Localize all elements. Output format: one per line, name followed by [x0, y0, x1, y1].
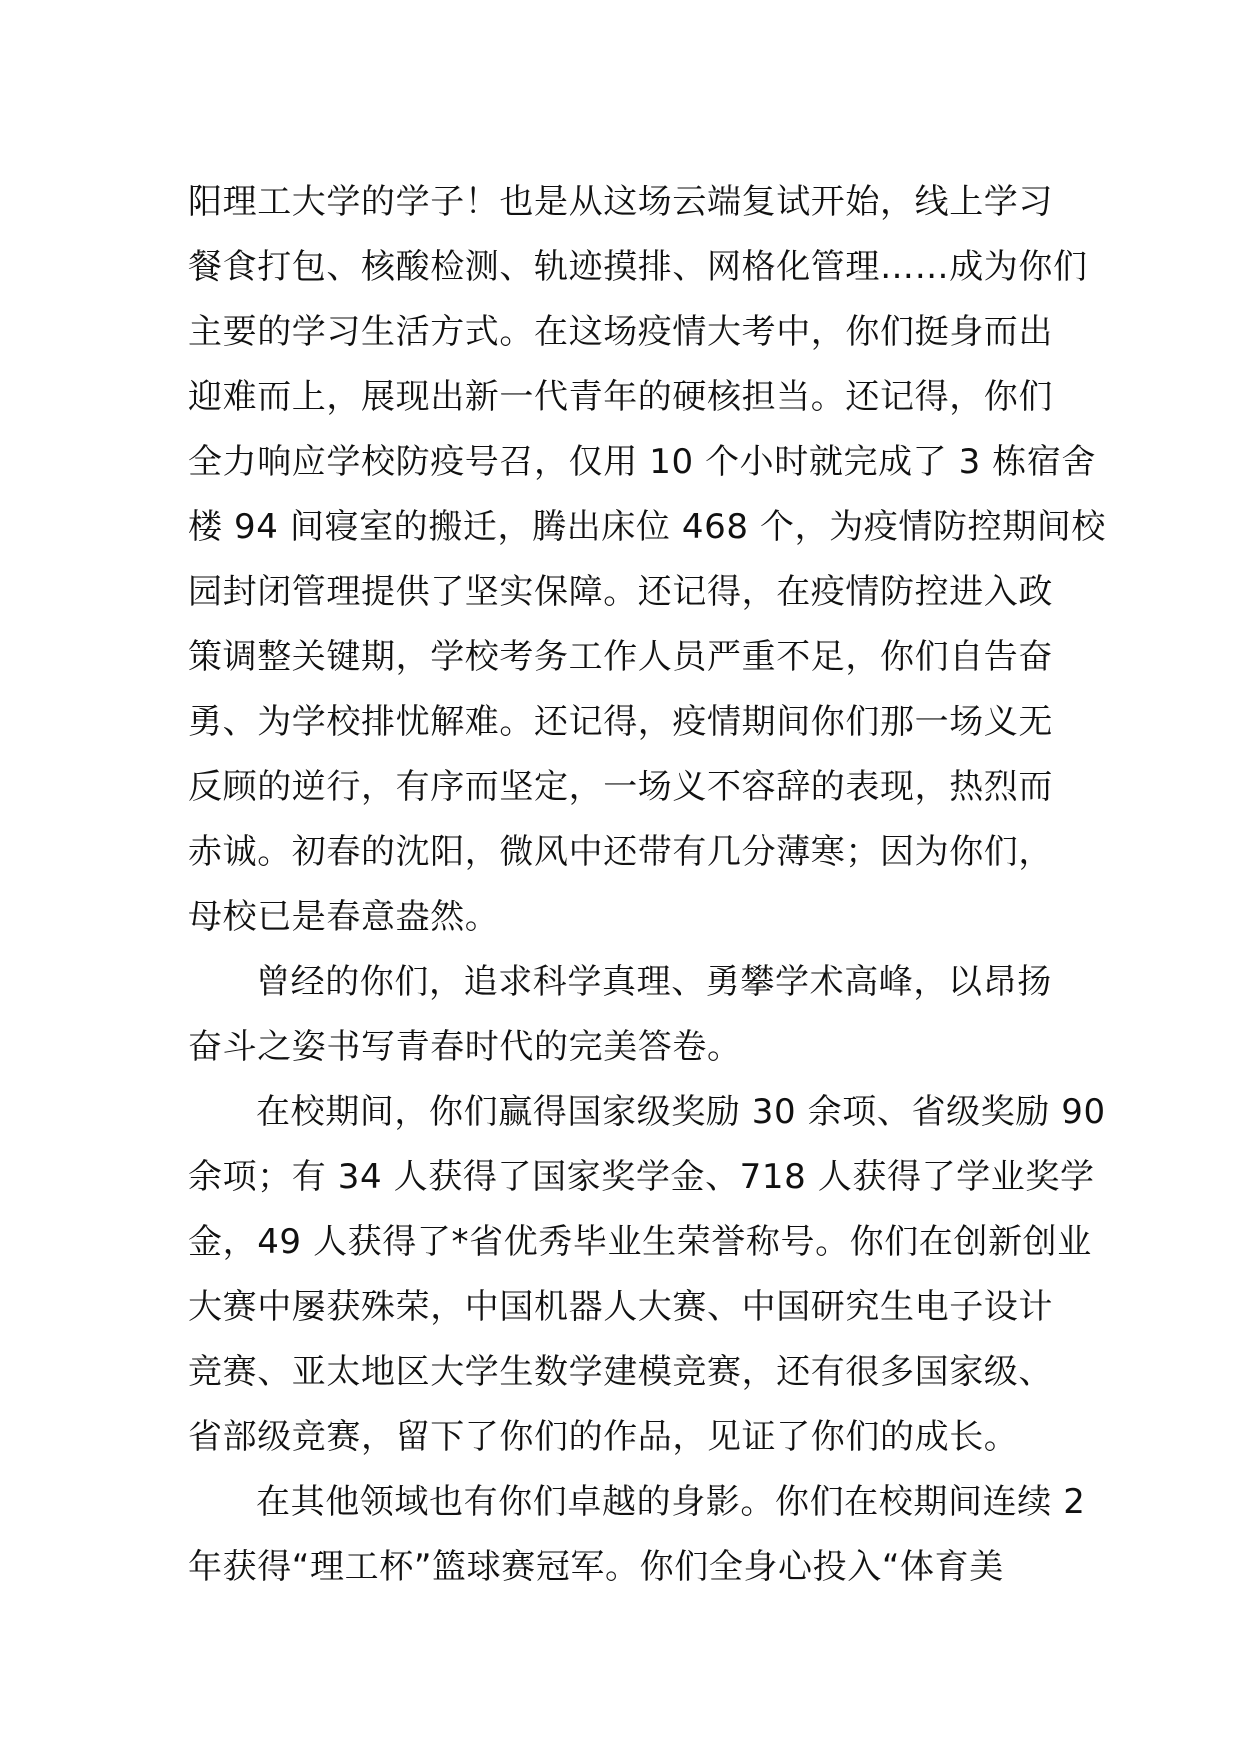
paragraph-first-line: 曾经的你们，追求科学真理、勇攀学术高峰，以昂扬 — [256, 962, 1052, 1002]
text-line: 阳理工大学的学子！也是从这场云端复试开始，线上学习 — [188, 182, 1053, 222]
text-line: 母校已是春意盎然。 — [188, 897, 500, 937]
text-line: 餐食打包、核酸检测、轨迹摸排、网格化管理……成为你们 — [188, 247, 1088, 287]
paragraph-first-line: 在其他领域也有你们卓越的身影。你们在校期间连续 2 — [256, 1482, 1086, 1522]
text-line: 余项；有 34 人获得了国家奖学金、718 人获得了学业奖学 — [188, 1157, 1095, 1197]
text-line: 策调整关键期，学校考务工作人员严重不足，你们自告奋 — [188, 637, 1053, 677]
text-line: 园封闭管理提供了坚实保障。还记得，在疫情防控进入政 — [188, 572, 1053, 612]
text-line: 主要的学习生活方式。在这场疫情大考中，你们挺身而出 — [188, 312, 1053, 352]
text-line: 勇、为学校排忧解难。还记得，疫情期间你们那一场义无 — [188, 702, 1053, 742]
text-line: 省部级竞赛，留下了你们的作品，见证了你们的成长。 — [188, 1417, 1019, 1457]
text-line: 赤诚。初春的沈阳，微风中还带有几分薄寒；因为你们， — [188, 832, 1053, 872]
text-line: 奋斗之姿书写青春时代的完美答卷。 — [188, 1027, 742, 1067]
text-line: 楼 94 间寝室的搬迁，腾出床位 468 个，为疫情防控期间校 — [188, 507, 1106, 547]
text-line: 迎难而上，展现出新一代青年的硬核担当。还记得，你们 — [188, 377, 1053, 417]
text-line: 全力响应学校防疫号召，仅用 10 个小时就完成了 3 栋宿舍 — [188, 442, 1097, 482]
paragraph-first-line: 在校期间，你们赢得国家级奖励 30 余项、省级奖励 90 — [256, 1092, 1106, 1132]
text-line: 金，49 人获得了*省优秀毕业生荣誉称号。你们在创新创业 — [188, 1222, 1092, 1262]
body-text — [188, 170, 1106, 1600]
text-line: 大赛中屡获殊荣，中国机器人大赛、中国研究生电子设计 — [188, 1287, 1053, 1327]
text-line: 竞赛、亚太地区大学生数学建模竞赛，还有很多国家级、 — [188, 1352, 1053, 1392]
text-line: 反顾的逆行，有序而坚定，一场义不容辞的表现，热烈而 — [188, 767, 1053, 807]
text-line: 年获得“理工杯”篮球赛冠军。你们全身心投入“体育美 — [188, 1547, 1004, 1587]
